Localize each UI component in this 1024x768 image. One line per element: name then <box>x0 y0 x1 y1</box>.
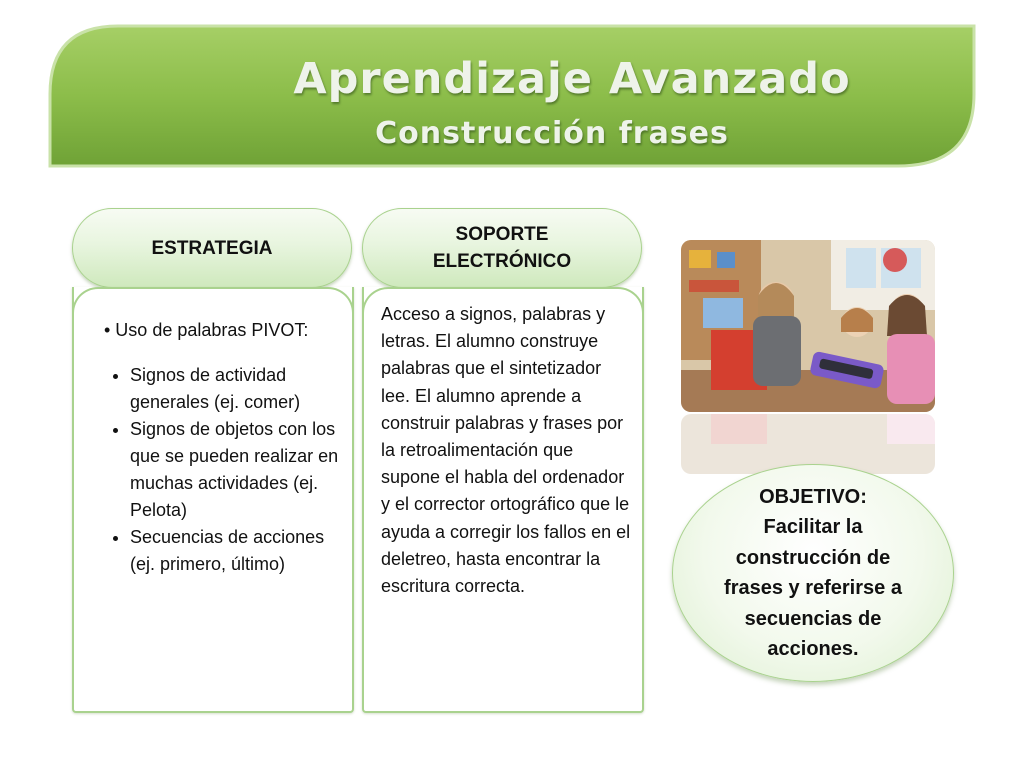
photo-illustration <box>681 240 935 412</box>
support-content <box>381 301 631 600</box>
strategy-lead: • Uso de palabras PIVOT: <box>104 320 309 340</box>
objective-label: OBJETIVO: <box>759 485 867 508</box>
strategy-list <box>104 362 340 578</box>
strategy-content <box>104 317 340 578</box>
list-item: • Secuencias de acciones (ej. primero, último) <box>130 524 340 578</box>
objective-bubble <box>672 464 954 682</box>
support-box <box>362 287 644 713</box>
strategy-heading <box>72 208 352 288</box>
support-heading-line1: SOPORTE <box>455 224 549 245</box>
strategy-box <box>72 287 354 713</box>
support-heading <box>362 208 642 288</box>
list-item: • Signos de objetos con los que se pueden realizar en muchas actividades (ej. Pelota) <box>130 416 340 524</box>
page-subtitle: Construcción frases <box>375 116 729 151</box>
list-item: • Signos de actividad generales (ej. comer) <box>130 362 340 416</box>
objective-text: Facilitar la construcción de frases y referirse a secuencias de acciones. <box>724 516 902 660</box>
support-heading-line2: ELECTRÓNICO <box>432 251 572 272</box>
page-title: Aprendizaje Avanzado <box>293 54 851 104</box>
support-paragraph: Acceso a signos, palabras y letras. El alumno construye palabras que el sintetizador lee. El alumno aprende a construir palabras y frases por la retroalimentación que supone el habla del ordenador y el corrector ortográfico que le ayuda a corregir los fallos en el deletreo, hasta encontrar la escritura correcta. <box>381 304 631 597</box>
strategy-heading-text: ESTRATEGIA <box>151 237 273 259</box>
title-banner <box>48 24 976 168</box>
classroom-photo <box>681 240 935 412</box>
